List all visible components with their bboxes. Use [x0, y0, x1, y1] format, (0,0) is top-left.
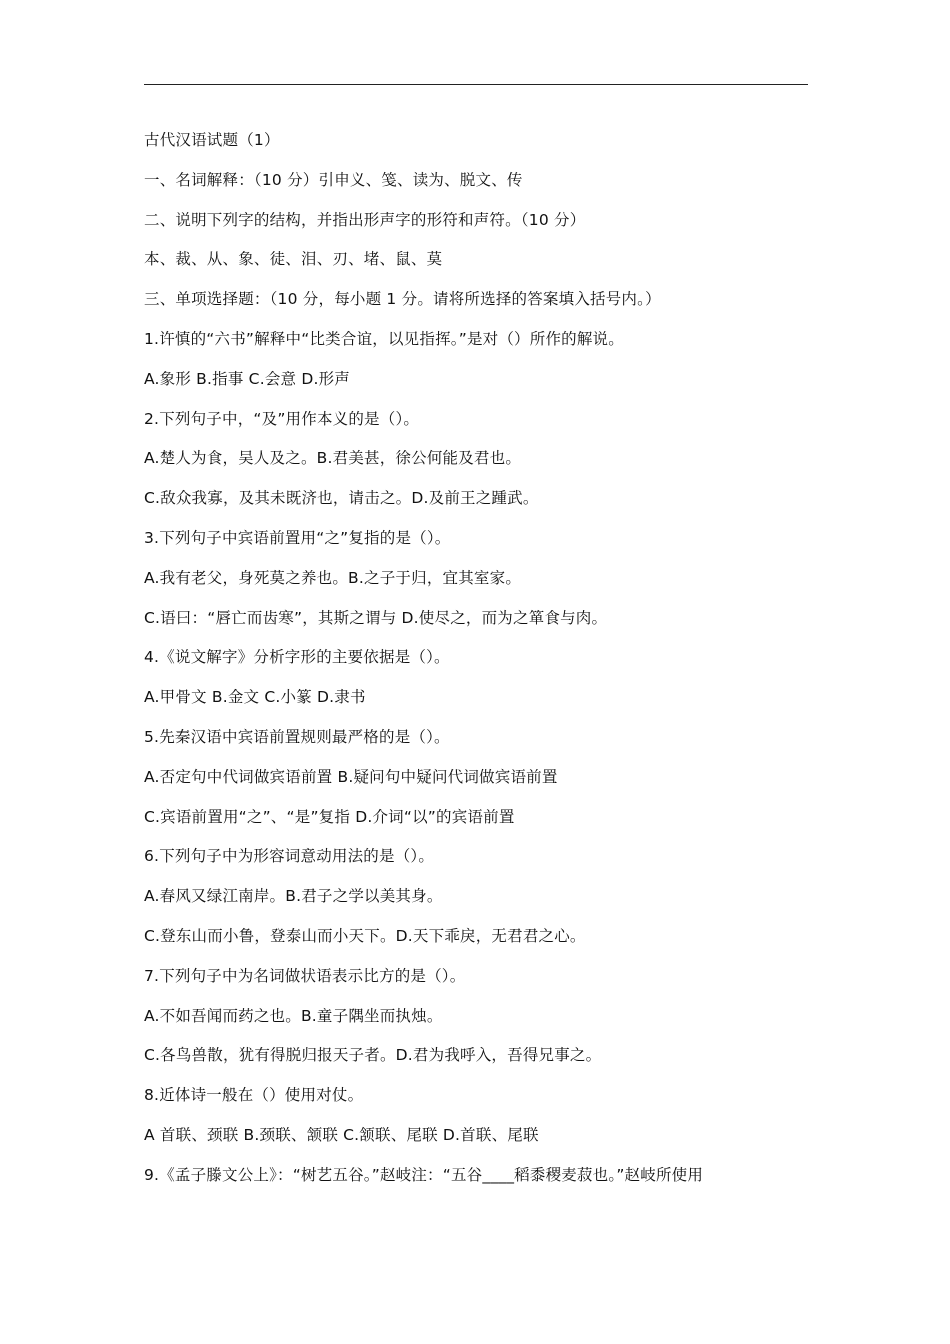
question-2-options-ab: A.楚人为食，吴人及之。B.君美甚，徐公何能及君也。: [144, 449, 522, 468]
question-6-options-cd: C.登东山而小鲁，登泰山而小天下。D.天下乖戾，无君君之心。: [144, 926, 586, 945]
question-7-options-cd: C.各鸟兽散，犹有得脱归报天子者。D.君为我呼入，吾得兄事之。: [144, 1046, 602, 1065]
question-8-options: A 首联、颈联 B.颈联、颔联 C.颔联、尾联 D.首联、尾联: [144, 1125, 539, 1144]
question-5: 5.先秦汉语中宾语前置规则最严格的是（）。: [144, 727, 450, 746]
section-3-heading: 三、单项选择题：（10 分，每小题 1 分。请将所选择的答案填入括号内。）: [144, 290, 661, 309]
question-3: 3.下列句子中宾语前置用“之”复指的是（）。: [144, 528, 451, 547]
header-rule: [144, 84, 808, 85]
question-9: 9.《孟子滕文公上》：“树艺五谷。”赵岐注：“五谷____稻黍稷麦菽也。”赵岐所使用: [144, 1165, 704, 1184]
question-6: 6.下列句子中为形容词意动用法的是（）。: [144, 847, 435, 866]
question-7-options-ab: A.不如吾闻而药之也。B.童子隅坐而执烛。: [144, 1006, 443, 1025]
question-2-options-cd: C.敌众我寡，及其未既济也，请击之。D.及前王之踵武。: [144, 489, 539, 508]
section-2-heading: 二、说明下列字的结构，并指出形声字的形符和声符。（10 分）: [144, 210, 586, 229]
question-5-options-ab: A.否定句中代词做宾语前置 B.疑问句中疑问代词做宾语前置: [144, 767, 558, 786]
section-1-heading: 一、名词解释：（10 分）引申义、笺、读为、脱文、传: [144, 170, 523, 189]
question-5-options-cd: C.宾语前置用“之”、“是”复指 D.介词“以”的宾语前置: [144, 807, 515, 826]
question-4: 4.《说文解字》分析字形的主要依据是（）。: [144, 648, 450, 667]
question-1-options: A.象形 B.指事 C.会意 D.形声: [144, 369, 351, 388]
question-2: 2.下列句子中，“及”用作本义的是（）。: [144, 409, 420, 428]
question-7: 7.下列句子中为名词做状语表示比方的是（）。: [144, 966, 466, 985]
question-3-options-ab: A.我有老父，身死莫之养也。B.之子于归，宜其室家。: [144, 568, 522, 587]
document-title: 古代汉语试题（1）: [144, 131, 280, 149]
question-1: 1.许慎的“六书”解释中“比类合谊，以见指挥。”是对（）所作的解说。: [144, 329, 624, 348]
question-4-options: A.甲骨文 B.金文 C.小篆 D.隶书: [144, 688, 366, 707]
document-body: [144, 126, 812, 1201]
question-6-options-ab: A.春风又绿江南岸。B.君子之学以美其身。: [144, 887, 443, 906]
section-2-characters: 本、裁、从、象、徒、泪、刃、堵、鼠、莫: [144, 250, 443, 269]
question-3-options-cd: C.语曰：“唇亡而齿寒”，其斯之谓与 D.使尽之，而为之箪食与肉。: [144, 608, 608, 627]
question-8: 8.近体诗一般在（）使用对仗。: [144, 1086, 364, 1105]
